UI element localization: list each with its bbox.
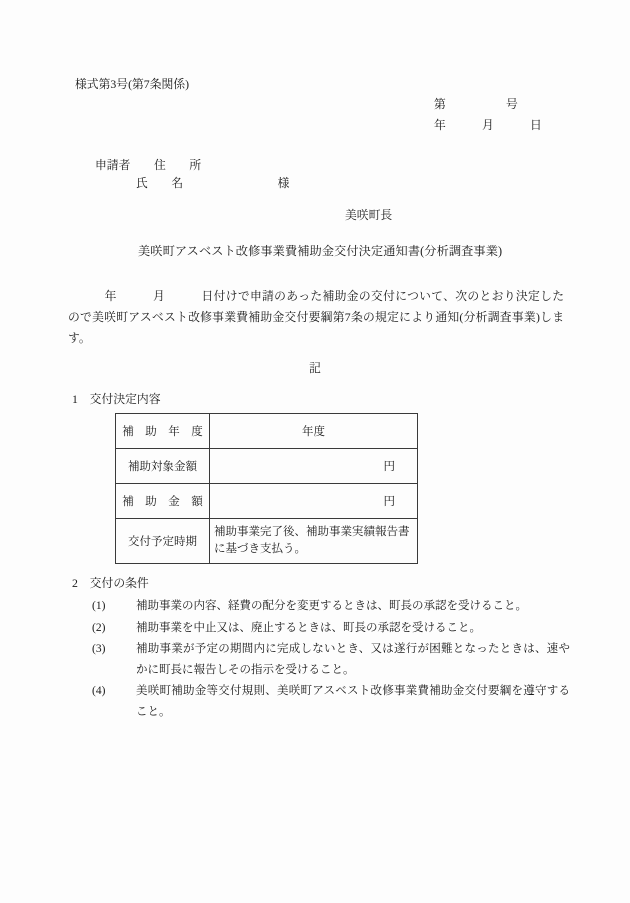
- table-row: [116, 484, 418, 519]
- issuer-title: 美咲町長: [345, 208, 393, 222]
- section-2-title: 交付の条件: [89, 576, 149, 590]
- condition-number: (1): [92, 600, 106, 612]
- table-row: [116, 449, 418, 484]
- form-id-label: 様式第3号(第7条関係): [75, 77, 190, 91]
- section-2-number: 2: [72, 576, 78, 590]
- condition-text: 補助事業を中止又は、廃止するときは、町長の承認を受けること。: [136, 621, 481, 634]
- row-label-payment-timing: 交付予定時期: [116, 519, 210, 564]
- row-label-subsidy-amount: 補 助 金 額: [116, 484, 210, 519]
- document-date-field: 年 月 日: [434, 118, 542, 132]
- list-item: [92, 639, 570, 680]
- applicant-name-line: 氏 名 様: [136, 176, 290, 190]
- section-2-heading: [72, 578, 149, 590]
- condition-text: 補助事業が予定の期間内に完成しないとき、又は遂行が困難となったときは、速やかに町長に報告しその指示を受けること。: [136, 643, 570, 676]
- document-number-field: 第 号: [434, 97, 518, 111]
- row-value-subsidy-amount: 円: [210, 484, 418, 519]
- decision-details-table: [115, 413, 418, 564]
- row-value-eligible-amount: 円: [210, 449, 418, 484]
- row-value-payment-timing: [210, 519, 418, 564]
- document-title: 美咲町アスベスト改修事業費補助金交付決定通知書(分析調査事業): [138, 244, 503, 258]
- condition-number: (4): [92, 685, 106, 697]
- list-item: [92, 618, 570, 639]
- applicant-address-line: 申請者 住 所: [95, 158, 202, 172]
- condition-text: 美咲町補助金等交付規則、美咲町アスベスト改修事業費補助金交付要綱を遵守すること。: [136, 685, 570, 718]
- ki-marker: 記: [309, 361, 321, 375]
- row-label-eligible-amount: 補助対象金額: [116, 449, 210, 484]
- list-item: [92, 681, 570, 722]
- condition-text: 補助事業の内容、経費の配分を変更するときは、町長の承認を受けること。: [136, 600, 527, 612]
- list-item: [92, 596, 570, 617]
- table-row: [116, 519, 418, 564]
- payment-timing-line-2: に基づき支払う。: [214, 543, 306, 555]
- row-label-subsidy-year: 補 助 年 度: [116, 414, 210, 449]
- row-value-subsidy-year: 年度: [210, 414, 418, 449]
- section-1-heading: [72, 394, 161, 406]
- table-row: [116, 414, 418, 449]
- section-1-title: 交付決定内容: [89, 392, 161, 406]
- conditions-list: [92, 596, 570, 723]
- payment-timing-line-1: 補助事業完了後、補助事業実績報告書: [214, 525, 410, 538]
- body-paragraph: 年 月 日付けで申請のあった補助金の交付について、次のとおり決定したので美咲町アスベスト改修事業費補助金交付要綱第7条の規定により通知(分析調査事業)します。: [68, 289, 564, 345]
- condition-number: (3): [92, 643, 106, 655]
- condition-number: (2): [92, 621, 106, 634]
- section-1-number: 1: [72, 392, 78, 406]
